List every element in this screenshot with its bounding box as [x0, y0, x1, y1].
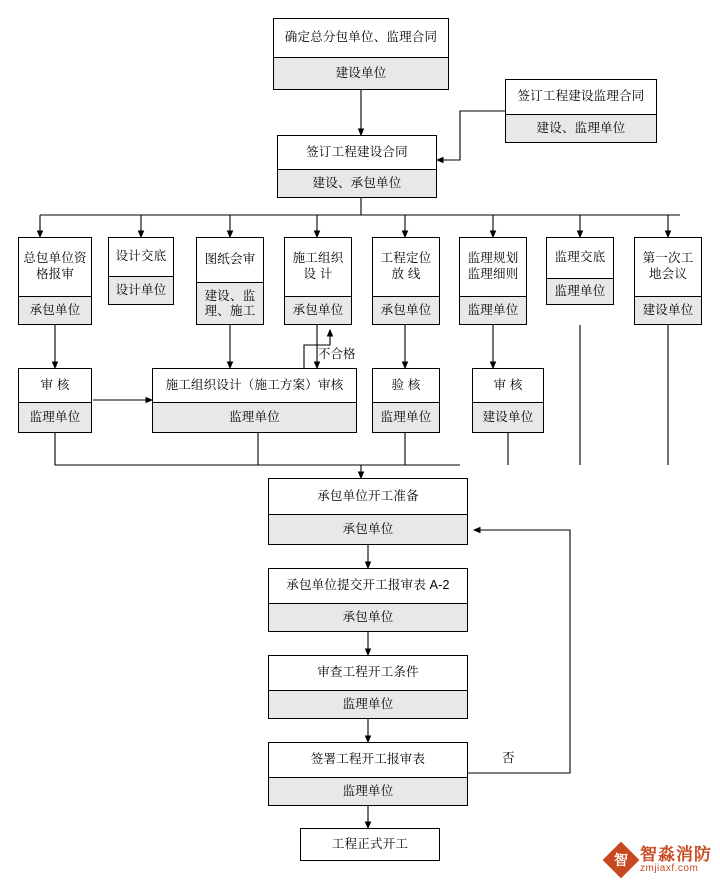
node-title: 承包单位开工准备: [269, 479, 467, 514]
node-official-start[interactable]: [300, 828, 440, 861]
watermark-text: [640, 846, 712, 874]
node-title: 确定总分包单位、监理合同: [274, 19, 448, 57]
watermark-name: 智淼消防: [640, 844, 712, 864]
node-title: 签订工程建设监理合同: [506, 80, 656, 114]
node-actor: 建设单位: [473, 402, 543, 432]
node-engineering-setting-out[interactable]: [372, 237, 440, 325]
node-actor: 建设单位: [635, 296, 701, 324]
node-title: 审查工程开工条件: [269, 656, 467, 690]
node-actor: 承包单位: [269, 603, 467, 631]
node-drawing-review[interactable]: [196, 237, 264, 325]
node-title: 审 核: [473, 369, 543, 402]
node-title: 签署工程开工报审表: [269, 743, 467, 777]
node-sign-supervision-contract[interactable]: [505, 79, 657, 143]
node-sign-construction-contract[interactable]: [277, 135, 437, 198]
watermark: [608, 846, 712, 874]
node-title: 承包单位提交开工报审表 A-2: [269, 569, 467, 603]
node-actor: 监理单位: [373, 402, 439, 432]
node-construction-organization-design[interactable]: [284, 237, 352, 325]
node-actor: 承包单位: [19, 296, 91, 324]
edge-label-no: 否: [502, 751, 515, 765]
node-actor: 承包单位: [373, 296, 439, 324]
node-review-start-conditions[interactable]: [268, 655, 468, 719]
node-supervision-plan[interactable]: [459, 237, 527, 325]
node-title: 监理交底: [547, 238, 613, 278]
node-actor: 监理单位: [547, 278, 613, 304]
node-construction-scheme-review[interactable]: [152, 368, 357, 433]
node-title: 签订工程建设合同: [278, 136, 436, 169]
node-actor: 监理单位: [153, 402, 356, 432]
node-verify-setting-out[interactable]: [372, 368, 440, 433]
node-title: 监理规划监理细则: [460, 238, 526, 296]
node-general-contractor-qualification[interactable]: [18, 237, 92, 325]
node-title: 图纸会审: [197, 238, 263, 282]
node-submit-form-a2[interactable]: [268, 568, 468, 632]
node-first-site-meeting[interactable]: [634, 237, 702, 325]
node-sign-start-form[interactable]: [268, 742, 468, 806]
node-actor: 建设单位: [274, 57, 448, 89]
node-title: 施工组织设 计: [285, 238, 351, 296]
node-review-supervision[interactable]: [18, 368, 92, 433]
node-title: 设计交底: [109, 238, 173, 276]
node-actor: 监理单位: [269, 690, 467, 718]
watermark-logo-text: 智: [614, 851, 628, 868]
node-actor: 监理单位: [19, 402, 91, 432]
edge-label-unqualified: 不合格: [318, 347, 356, 361]
node-title: 审 核: [19, 369, 91, 402]
node-actor: 设计单位: [109, 276, 173, 304]
node-actor: 建设、承包单位: [278, 169, 436, 197]
node-title: 总包单位资格报审: [19, 238, 91, 296]
node-determine-contract[interactable]: [273, 18, 449, 90]
node-title: 第一次工地会议: [635, 238, 701, 296]
node-contractor-preparation[interactable]: [268, 478, 468, 545]
node-actor: 建设、监理、施工: [197, 282, 263, 324]
node-title: 工程定位放 线: [373, 238, 439, 296]
watermark-site: zmjiaxf.com: [640, 862, 699, 874]
node-actor: 承包单位: [269, 514, 467, 544]
node-actor: 监理单位: [269, 777, 467, 805]
node-review-owner[interactable]: [472, 368, 544, 433]
node-title: 施工组织设计（施工方案）审核: [153, 369, 356, 402]
node-design-disclosure[interactable]: [108, 237, 174, 305]
node-actor: 监理单位: [460, 296, 526, 324]
node-actor: 承包单位: [285, 296, 351, 324]
node-title: 工程正式开工: [301, 829, 439, 860]
node-actor: 建设、监理单位: [506, 114, 656, 142]
node-title: 验 核: [373, 369, 439, 402]
watermark-logo-icon: [603, 841, 640, 878]
node-supervision-disclosure[interactable]: [546, 237, 614, 305]
